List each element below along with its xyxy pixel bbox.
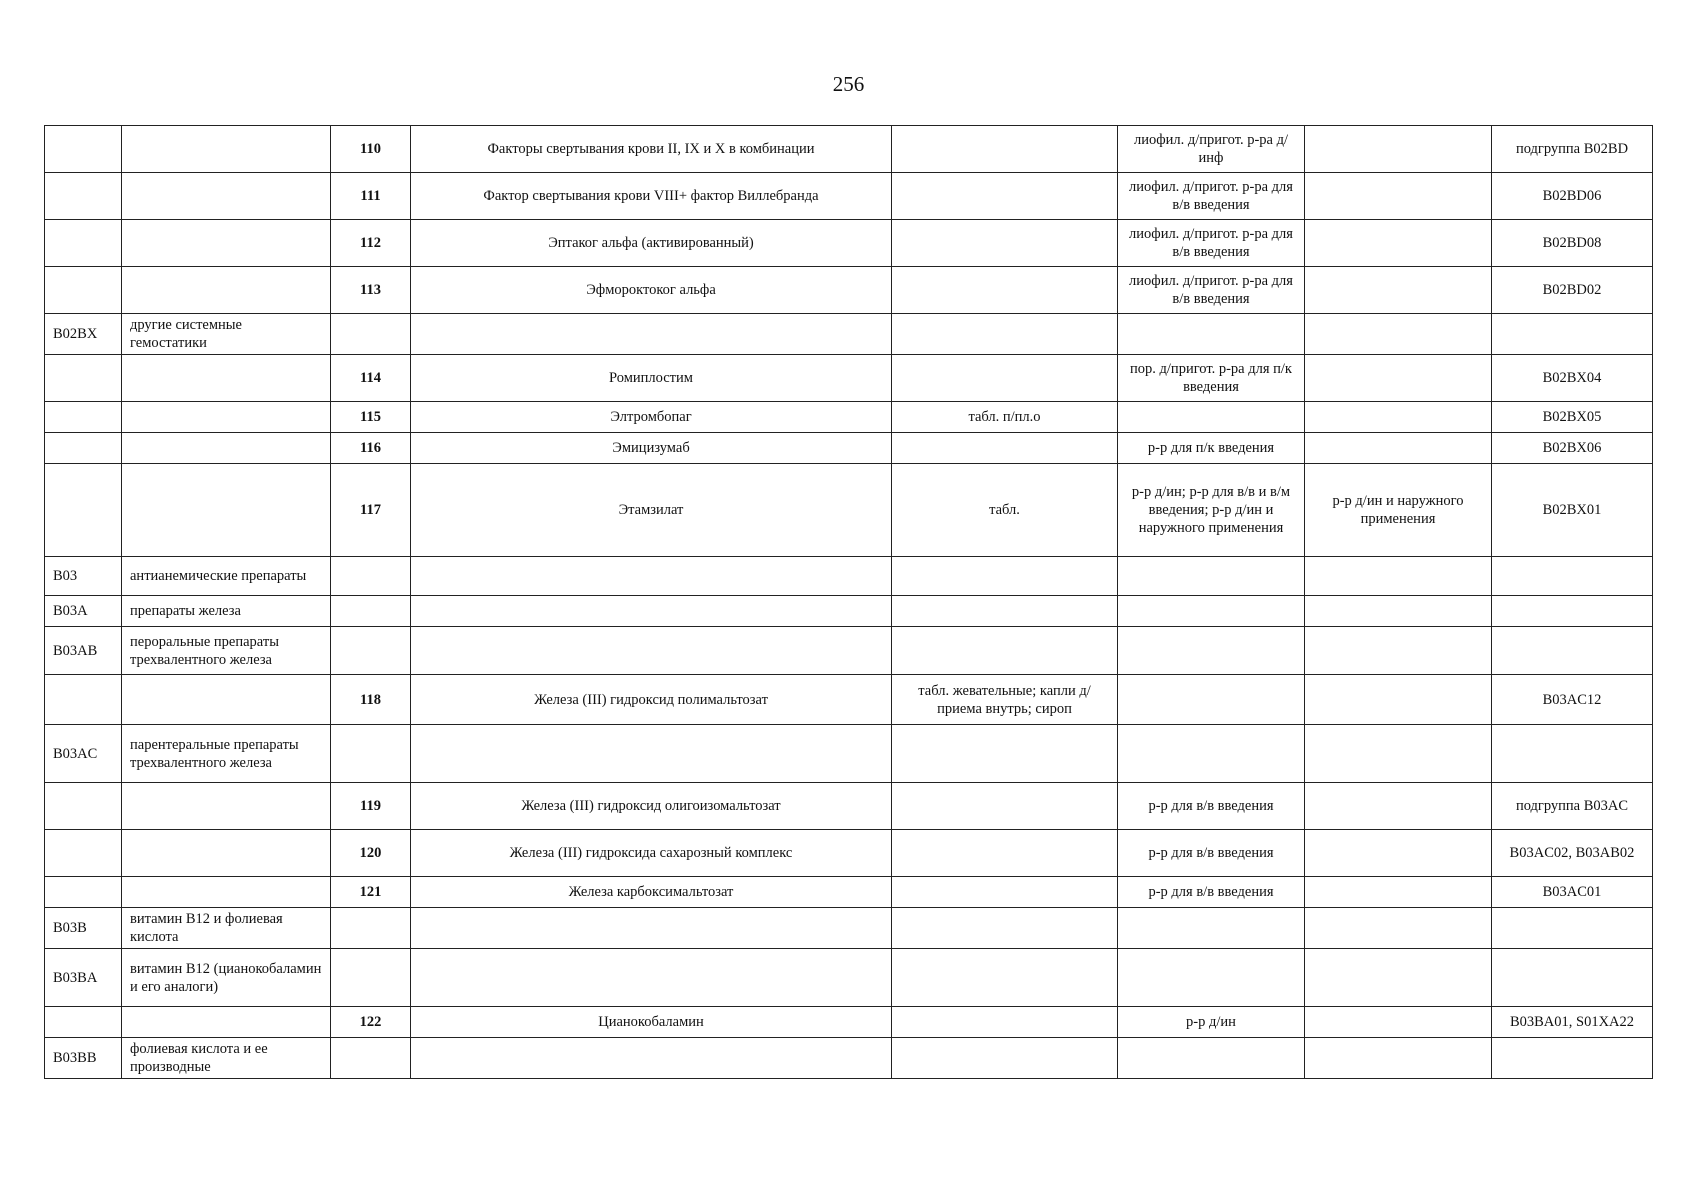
group-name-cell: антианемические препараты — [122, 557, 331, 596]
item-number-cell: 119 — [331, 783, 411, 830]
drug-name-cell — [411, 949, 892, 1007]
atc-code-cell — [45, 355, 122, 402]
oral-form-cell — [892, 725, 1118, 783]
table-row — [45, 173, 1653, 220]
oral-form-cell — [892, 557, 1118, 596]
other-form-cell — [1305, 627, 1492, 675]
atc-code-cell — [45, 126, 122, 173]
group-name-cell — [122, 355, 331, 402]
group-name-cell: другие системные гемостатики — [122, 314, 331, 355]
atc-code-cell: B03B — [45, 908, 122, 949]
injection-form-cell: р-р для в/в введения — [1118, 877, 1305, 908]
table-row — [45, 314, 1653, 355]
table-row — [45, 220, 1653, 267]
table-row — [45, 830, 1653, 877]
table-body — [45, 126, 1653, 1079]
injection-form-cell: р-р д/ин — [1118, 1007, 1305, 1038]
injection-form-cell: лиофил. д/пригот. р-ра для в/в введения — [1118, 267, 1305, 314]
drug-name-cell — [411, 627, 892, 675]
drug-name-cell: Железа (III) гидроксида сахарозный комплекс — [411, 830, 892, 877]
reference-code-cell: B02BX06 — [1492, 433, 1653, 464]
oral-form-cell — [892, 596, 1118, 627]
table-row — [45, 675, 1653, 725]
injection-form-cell — [1118, 725, 1305, 783]
item-number-cell: 113 — [331, 267, 411, 314]
item-number-cell — [331, 314, 411, 355]
drug-name-cell: Ромиплостим — [411, 355, 892, 402]
atc-code-cell — [45, 1007, 122, 1038]
atc-code-cell — [45, 675, 122, 725]
oral-form-cell — [892, 433, 1118, 464]
drug-name-cell — [411, 596, 892, 627]
reference-code-cell: B03AC12 — [1492, 675, 1653, 725]
atc-code-cell — [45, 433, 122, 464]
atc-code-cell: B03AC — [45, 725, 122, 783]
atc-code-cell — [45, 173, 122, 220]
oral-form-cell — [892, 1007, 1118, 1038]
group-name-cell — [122, 830, 331, 877]
table-row — [45, 596, 1653, 627]
injection-form-cell — [1118, 314, 1305, 355]
item-number-cell: 122 — [331, 1007, 411, 1038]
oral-form-cell — [892, 783, 1118, 830]
reference-code-cell: B02BX05 — [1492, 402, 1653, 433]
oral-form-cell — [892, 830, 1118, 877]
item-number-cell: 115 — [331, 402, 411, 433]
oral-form-cell — [892, 314, 1118, 355]
group-name-cell — [122, 220, 331, 267]
group-name-cell: пероральные препараты трехвалентного железа — [122, 627, 331, 675]
other-form-cell — [1305, 783, 1492, 830]
group-name-cell — [122, 783, 331, 830]
atc-code-cell: B03BA — [45, 949, 122, 1007]
item-number-cell — [331, 627, 411, 675]
reference-code-cell — [1492, 725, 1653, 783]
atc-code-cell: B03A — [45, 596, 122, 627]
reference-code-cell — [1492, 627, 1653, 675]
injection-form-cell: лиофил. д/пригот. р-ра для в/в введения — [1118, 220, 1305, 267]
reference-code-cell: B02BX04 — [1492, 355, 1653, 402]
injection-form-cell: пор. д/пригот. р-ра для п/к введения — [1118, 355, 1305, 402]
group-name-cell — [122, 267, 331, 314]
table-row — [45, 1007, 1653, 1038]
other-form-cell — [1305, 830, 1492, 877]
injection-form-cell — [1118, 1038, 1305, 1079]
table-row — [45, 908, 1653, 949]
other-form-cell — [1305, 173, 1492, 220]
table-row — [45, 433, 1653, 464]
oral-form-cell — [892, 1038, 1118, 1079]
other-form-cell — [1305, 908, 1492, 949]
atc-code-cell: B03BB — [45, 1038, 122, 1079]
drug-name-cell: Эфмороктоког альфа — [411, 267, 892, 314]
table-row — [45, 877, 1653, 908]
reference-code-cell: B02BD02 — [1492, 267, 1653, 314]
item-number-cell: 112 — [331, 220, 411, 267]
reference-code-cell: B02BX01 — [1492, 464, 1653, 557]
drug-name-cell: Железа (III) гидроксид полимальтозат — [411, 675, 892, 725]
other-form-cell — [1305, 314, 1492, 355]
injection-form-cell: р-р для в/в введения — [1118, 830, 1305, 877]
table-row — [45, 355, 1653, 402]
oral-form-cell — [892, 173, 1118, 220]
oral-form-cell: табл. п/пл.о — [892, 402, 1118, 433]
oral-form-cell — [892, 267, 1118, 314]
drug-name-cell: Факторы свертывания крови II, IX и X в комбинации — [411, 126, 892, 173]
drug-name-cell: Железа (III) гидроксид олигоизомальтозат — [411, 783, 892, 830]
table-row — [45, 949, 1653, 1007]
atc-code-cell — [45, 267, 122, 314]
group-name-cell: витамин B12 (цианокобаламин и его аналоги) — [122, 949, 331, 1007]
table-row — [45, 557, 1653, 596]
other-form-cell — [1305, 433, 1492, 464]
item-number-cell — [331, 596, 411, 627]
reference-code-cell: B02BD06 — [1492, 173, 1653, 220]
injection-form-cell: р-р для п/к введения — [1118, 433, 1305, 464]
atc-code-cell: B03 — [45, 557, 122, 596]
reference-code-cell: B03BA01, S01XA22 — [1492, 1007, 1653, 1038]
reference-code-cell — [1492, 314, 1653, 355]
injection-form-cell: р-р для в/в введения — [1118, 783, 1305, 830]
other-form-cell — [1305, 675, 1492, 725]
oral-form-cell — [892, 355, 1118, 402]
other-form-cell — [1305, 355, 1492, 402]
drug-name-cell — [411, 557, 892, 596]
group-name-cell — [122, 877, 331, 908]
atc-code-cell: B03AB — [45, 627, 122, 675]
other-form-cell: р-р д/ин и наружного применения — [1305, 464, 1492, 557]
other-form-cell — [1305, 877, 1492, 908]
atc-code-cell — [45, 464, 122, 557]
oral-form-cell — [892, 908, 1118, 949]
reference-code-cell — [1492, 557, 1653, 596]
injection-form-cell — [1118, 627, 1305, 675]
reference-code-cell: B03AC02, B03AB02 — [1492, 830, 1653, 877]
group-name-cell — [122, 433, 331, 464]
injection-form-cell — [1118, 557, 1305, 596]
other-form-cell — [1305, 126, 1492, 173]
oral-form-cell: табл. — [892, 464, 1118, 557]
item-number-cell: 120 — [331, 830, 411, 877]
table-row — [45, 783, 1653, 830]
drug-list-table — [44, 125, 1653, 1079]
item-number-cell — [331, 908, 411, 949]
table-row — [45, 126, 1653, 173]
injection-form-cell — [1118, 908, 1305, 949]
item-number-cell: 116 — [331, 433, 411, 464]
injection-form-cell: лиофил. д/пригот. р-ра для в/в введения — [1118, 173, 1305, 220]
item-number-cell: 118 — [331, 675, 411, 725]
other-form-cell — [1305, 557, 1492, 596]
item-number-cell — [331, 1038, 411, 1079]
item-number-cell: 114 — [331, 355, 411, 402]
injection-form-cell: лиофил. д/пригот. р-ра д/инф — [1118, 126, 1305, 173]
oral-form-cell: табл. жевательные; капли д/приема внутрь; сироп — [892, 675, 1118, 725]
item-number-cell: 117 — [331, 464, 411, 557]
table-row — [45, 267, 1653, 314]
drug-name-cell — [411, 314, 892, 355]
group-name-cell — [122, 675, 331, 725]
table-row — [45, 402, 1653, 433]
reference-code-cell: B02BD08 — [1492, 220, 1653, 267]
group-name-cell — [122, 464, 331, 557]
injection-form-cell — [1118, 949, 1305, 1007]
oral-form-cell — [892, 126, 1118, 173]
reference-code-cell: подгруппа B03AC — [1492, 783, 1653, 830]
reference-code-cell: B03AC01 — [1492, 877, 1653, 908]
group-name-cell — [122, 173, 331, 220]
group-name-cell — [122, 1007, 331, 1038]
atc-code-cell — [45, 402, 122, 433]
reference-code-cell — [1492, 949, 1653, 1007]
other-form-cell — [1305, 220, 1492, 267]
other-form-cell — [1305, 596, 1492, 627]
group-name-cell — [122, 402, 331, 433]
other-form-cell — [1305, 949, 1492, 1007]
item-number-cell: 111 — [331, 173, 411, 220]
drug-name-cell: Этамзилат — [411, 464, 892, 557]
item-number-cell: 121 — [331, 877, 411, 908]
table-row — [45, 1038, 1653, 1079]
atc-code-cell — [45, 220, 122, 267]
item-number-cell — [331, 557, 411, 596]
drug-name-cell: Элтромбопаг — [411, 402, 892, 433]
reference-code-cell — [1492, 1038, 1653, 1079]
item-number-cell: 110 — [331, 126, 411, 173]
table-row — [45, 464, 1653, 557]
item-number-cell — [331, 949, 411, 1007]
other-form-cell — [1305, 725, 1492, 783]
oral-form-cell — [892, 220, 1118, 267]
atc-code-cell — [45, 783, 122, 830]
reference-code-cell: подгруппа B02BD — [1492, 126, 1653, 173]
item-number-cell — [331, 725, 411, 783]
table-row — [45, 627, 1653, 675]
drug-name-cell: Фактор свертывания крови VIII+ фактор Виллебранда — [411, 173, 892, 220]
group-name-cell: препараты железа — [122, 596, 331, 627]
drug-name-cell — [411, 725, 892, 783]
group-name-cell: парентеральные препараты трехвалентного железа — [122, 725, 331, 783]
drug-name-cell: Эптаког альфа (активированный) — [411, 220, 892, 267]
drug-name-cell — [411, 908, 892, 949]
reference-code-cell — [1492, 596, 1653, 627]
atc-code-cell — [45, 830, 122, 877]
other-form-cell — [1305, 402, 1492, 433]
drug-name-cell: Эмицизумаб — [411, 433, 892, 464]
atc-code-cell: B02BX — [45, 314, 122, 355]
injection-form-cell: р-р д/ин; р-р для в/в и в/м введения; р-р д/ин и наружного применения — [1118, 464, 1305, 557]
injection-form-cell — [1118, 596, 1305, 627]
reference-code-cell — [1492, 908, 1653, 949]
drug-name-cell — [411, 1038, 892, 1079]
page-number: 256 — [832, 72, 865, 96]
table-row — [45, 725, 1653, 783]
oral-form-cell — [892, 949, 1118, 1007]
group-name-cell — [122, 126, 331, 173]
injection-form-cell — [1118, 675, 1305, 725]
group-name-cell: фолиевая кислота и ее производные — [122, 1038, 331, 1079]
other-form-cell — [1305, 1038, 1492, 1079]
oral-form-cell — [892, 627, 1118, 675]
drug-name-cell: Цианокобаламин — [411, 1007, 892, 1038]
other-form-cell — [1305, 1007, 1492, 1038]
injection-form-cell — [1118, 402, 1305, 433]
other-form-cell — [1305, 267, 1492, 314]
group-name-cell: витамин B12 и фолиевая кислота — [122, 908, 331, 949]
oral-form-cell — [892, 877, 1118, 908]
atc-code-cell — [45, 877, 122, 908]
drug-name-cell: Железа карбоксимальтозат — [411, 877, 892, 908]
